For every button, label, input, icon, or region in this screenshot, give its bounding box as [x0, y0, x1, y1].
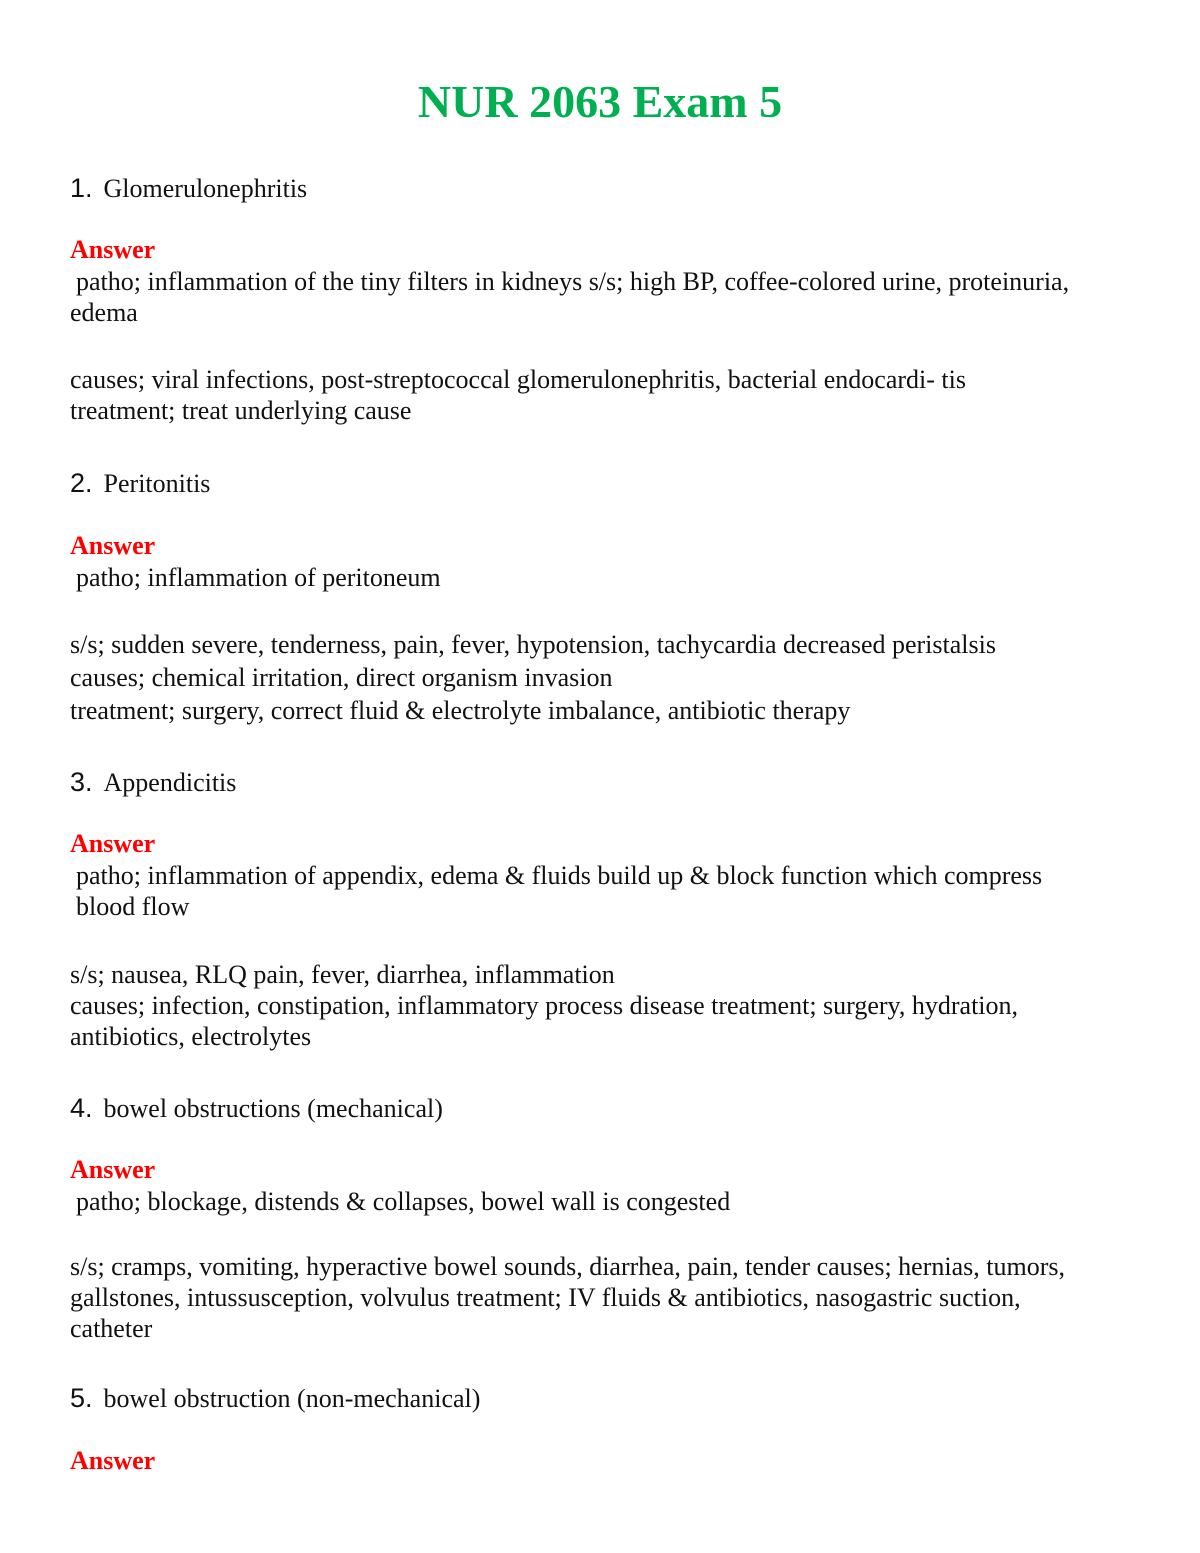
question-number: 5.: [70, 1383, 93, 1413]
detail-text: [70, 1251, 1130, 1344]
question-term: Peritonitis: [103, 469, 211, 498]
detail-line: causes; viral infections, post-streptococcal glomerulonephritis, bacterial endocardi- tis: [70, 365, 966, 394]
answer-text: [70, 562, 1130, 593]
answer-line: patho; inflammation of the tiny filters in kidneys s/s; high BP, coffee-colored urine, proteinuria,: [76, 267, 1070, 296]
answer-label: Answer: [70, 1155, 156, 1184]
answer-label: Answer: [70, 1446, 156, 1475]
detail-line: treatment; surgery, correct fluid & electrolyte imbalance, antibiotic therapy: [70, 696, 851, 725]
question-number: 3.: [70, 767, 93, 797]
question-5: [70, 1382, 480, 1415]
detail-line: s/s; nausea, RLQ pain, fever, diarrhea, inflammation: [70, 960, 615, 989]
question-3: [70, 766, 236, 799]
page-title: NUR 2063 Exam 5: [417, 76, 783, 127]
question-term: Appendicitis: [103, 768, 237, 797]
answer-line: patho; blockage, distends & collapses, bowel wall is congested: [76, 1187, 731, 1216]
question-term: bowel obstruction (non-mechanical): [103, 1384, 481, 1413]
question-term: bowel obstructions (mechanical): [103, 1094, 443, 1123]
answer-line: patho; inflammation of peritoneum: [76, 563, 441, 592]
detail-text: [70, 628, 1130, 727]
question-number: 1.: [70, 173, 93, 203]
detail-line: treatment; treat underlying cause: [70, 396, 412, 425]
detail-line: causes; chemical irritation, direct organism invasion: [70, 663, 613, 692]
detail-line: catheter: [70, 1314, 153, 1343]
answer-label: Answer: [70, 531, 156, 560]
answer-text: [70, 860, 1130, 922]
question-1: [70, 172, 307, 205]
question-4: [70, 1092, 443, 1125]
detail-line: causes; infection, constipation, inflammatory process disease treatment; surgery, hydration,: [70, 991, 1019, 1020]
answer-label: Answer: [70, 829, 156, 858]
answer-line: blood flow: [76, 892, 190, 921]
question-number: 2.: [70, 468, 93, 498]
answer-text: [70, 1186, 1130, 1217]
detail-line: antibiotics, electrolytes: [70, 1022, 312, 1051]
detail-text: [70, 364, 1130, 426]
answer-line: edema: [70, 298, 138, 327]
answer-label: Answer: [70, 235, 156, 264]
detail-text: [70, 959, 1130, 1052]
detail-line: gallstones, intussusception, volvulus treatment; IV fluids & antibiotics, nasogastric suction,: [70, 1283, 1021, 1312]
answer-line: patho; inflammation of appendix, edema & fluids build up & block function which compress: [76, 861, 1043, 890]
detail-line: s/s; sudden severe, tenderness, pain, fever, hypotension, tachycardia decreased peristalsis: [70, 630, 996, 659]
answer-text: [70, 266, 1130, 328]
detail-line: s/s; cramps, vomiting, hyperactive bowel sounds, diarrhea, pain, tender causes; hernias, tumors,: [70, 1252, 1065, 1281]
question-2: [70, 467, 210, 500]
question-term: Glomerulonephritis: [103, 174, 308, 203]
question-number: 4.: [70, 1093, 93, 1123]
